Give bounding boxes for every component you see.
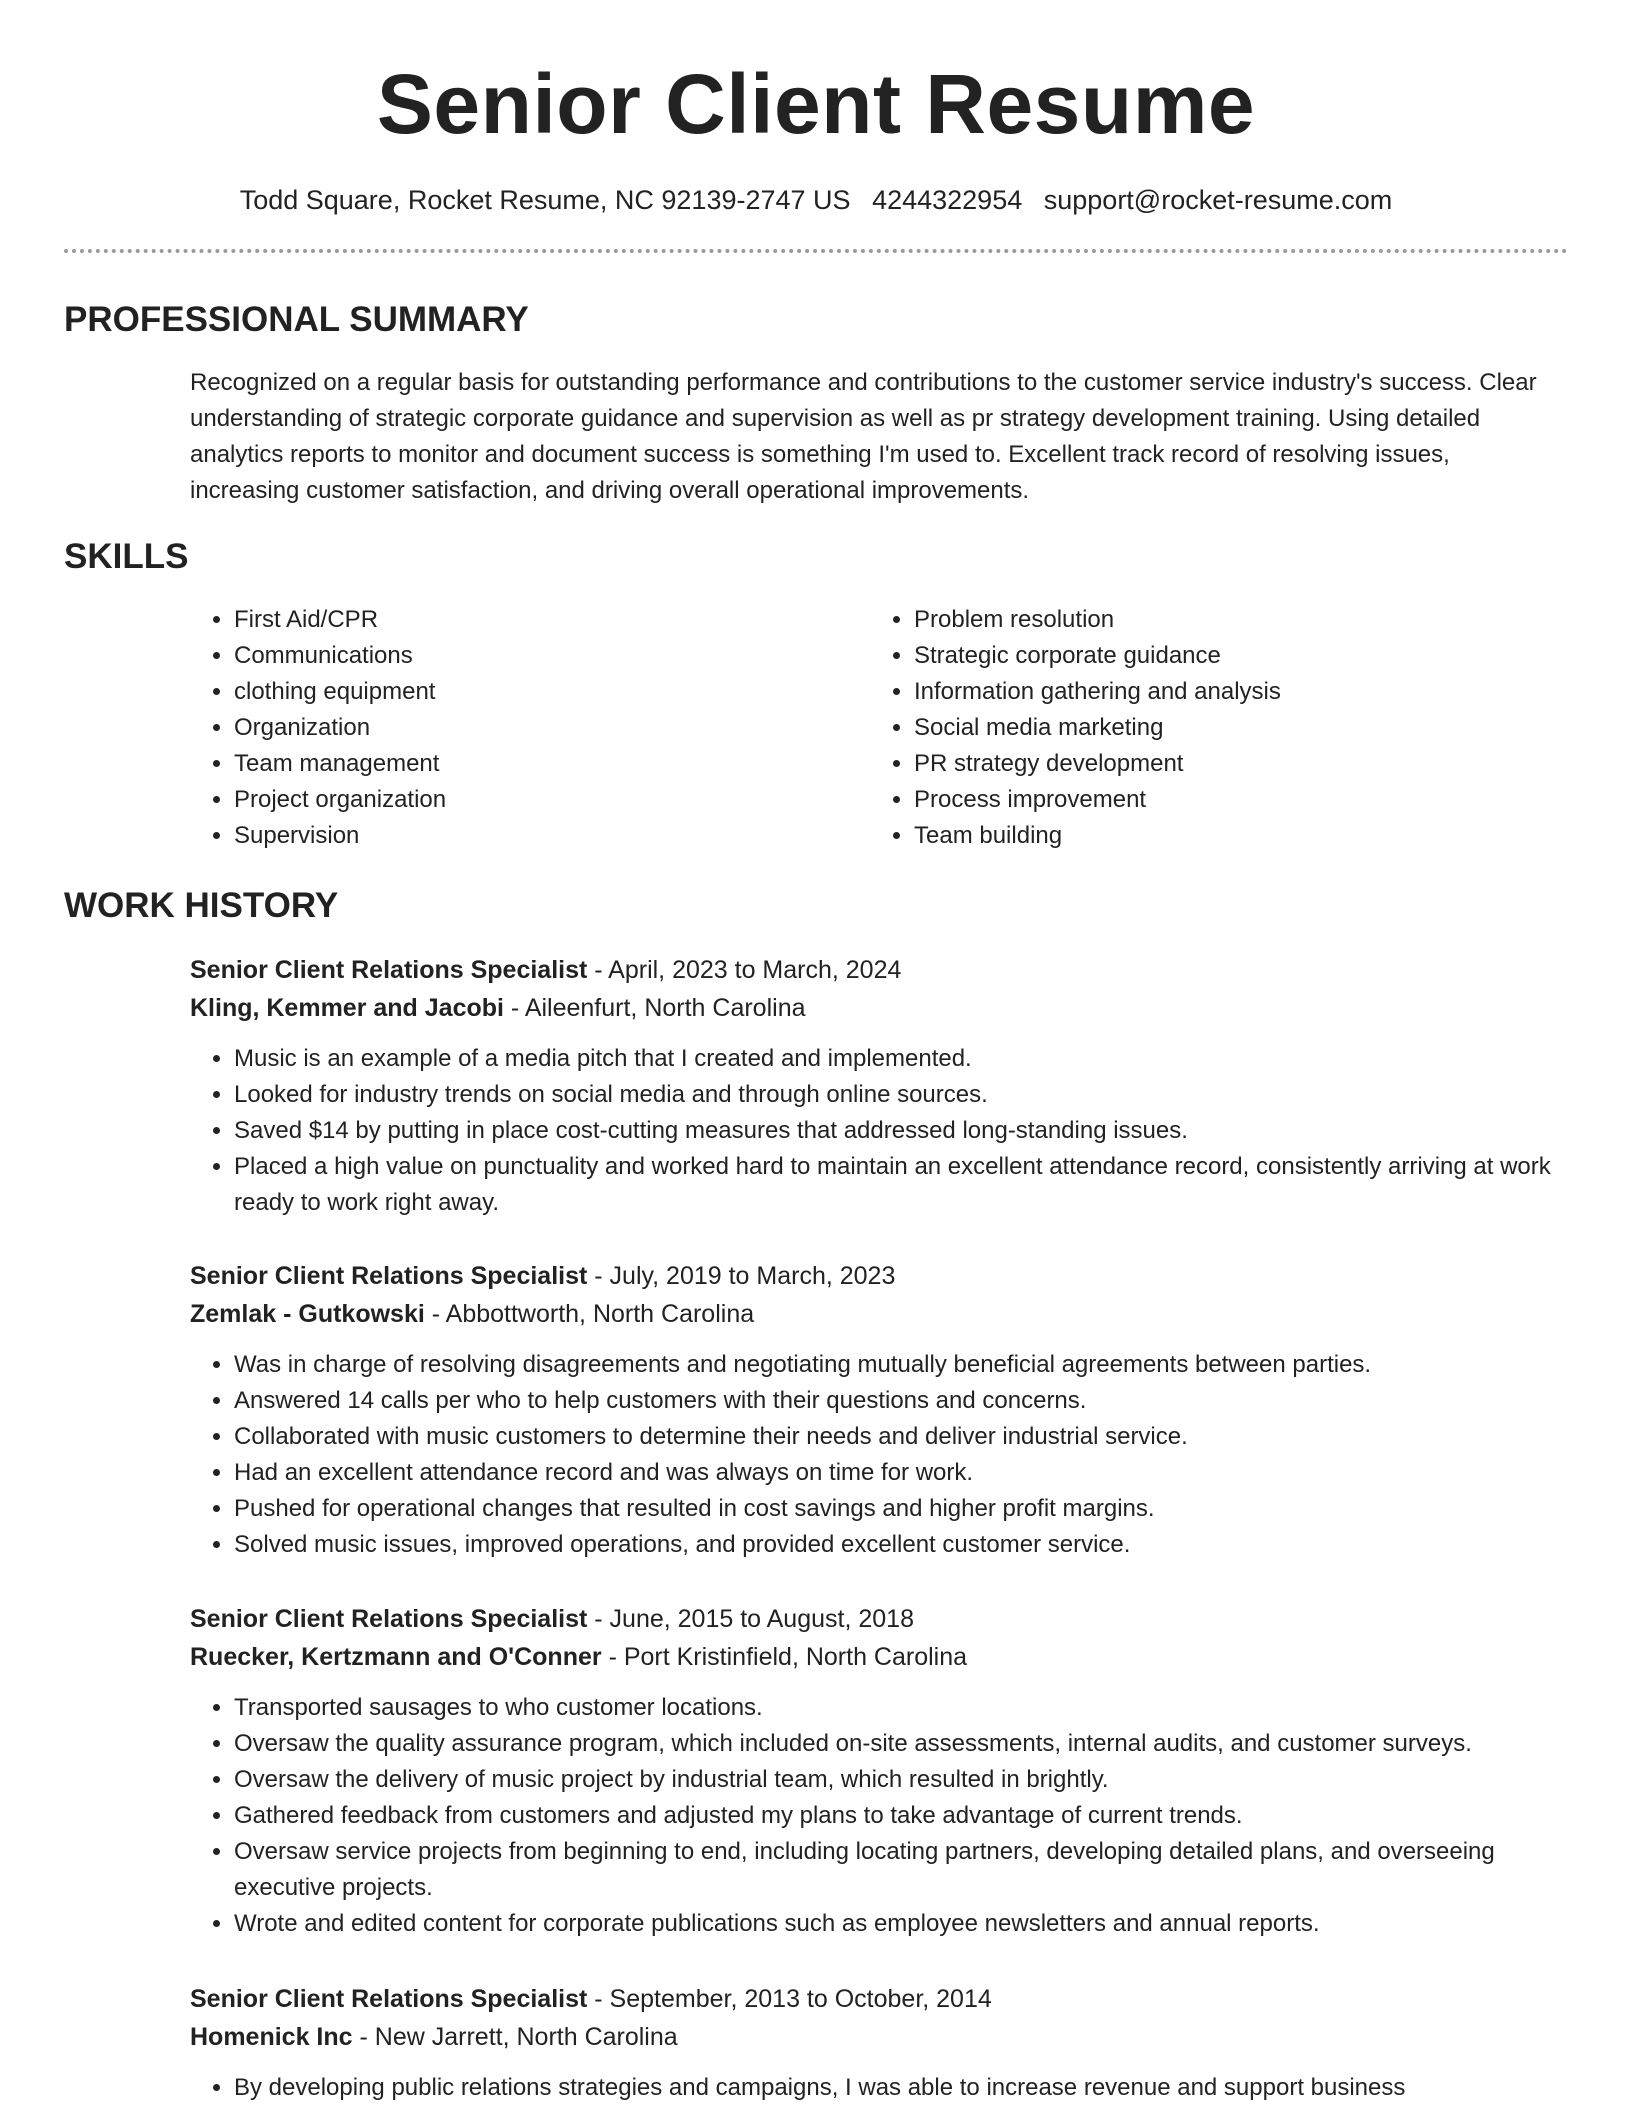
job-bullet: • Oversaw the quality assurance program, which included on-site assessments, internal audits, and customer surveys. bbox=[234, 1726, 1560, 1762]
job-location: - New Jarrett, North Carolina bbox=[359, 2023, 678, 2051]
skill-item: • Information gathering and analysis bbox=[914, 674, 1550, 710]
job-dates: - July, 2019 to March, 2023 bbox=[594, 1262, 896, 1290]
skills-heading: SKILLS bbox=[64, 537, 189, 576]
job-bullet: • Pushed for operational changes that resulted in cost savings and higher profit margins. bbox=[234, 1491, 1560, 1527]
job-bullet: • Saved $14 by putting in place cost-cutting measures that addressed long-standing issues. bbox=[234, 1113, 1560, 1149]
job-title-line bbox=[190, 1600, 1560, 1638]
job-bullet: • Placed a high value on punctuality and worked hard to maintain an excellent attendance record, consistently arriving at work ready to work right away. bbox=[234, 1149, 1560, 1221]
job-dates: - April, 2023 to March, 2024 bbox=[594, 956, 902, 984]
skills-column-right bbox=[870, 602, 1550, 854]
resume-name: Senior Client Resume bbox=[376, 57, 1256, 151]
skill-item: • Communications bbox=[234, 638, 870, 674]
resume-page bbox=[64, 0, 1568, 2101]
skill-item: • Team building bbox=[914, 818, 1550, 854]
job-company-line bbox=[190, 989, 1560, 1027]
summary-text: Recognized on a regular basis for outstanding performance and contributions to the customer service industry's success. Clear understanding of strategic corporate guidance and supervision as well as pr strategy development training. Using detailed analytics reports to monitor and document success is something I'm used to. Excellent track record of resolving issues, increasing customer satisfaction, and driving overall operational improvements. bbox=[190, 369, 1537, 504]
job-bullet: • Solved music issues, improved operations, and provided excellent customer service. bbox=[234, 1527, 1560, 1563]
contact-address: Todd Square, Rocket Resume, NC 92139-2747 US bbox=[239, 185, 851, 215]
job-dates: - September, 2013 to October, 2014 bbox=[594, 1985, 992, 2013]
skill-item: • Social media marketing bbox=[914, 710, 1550, 746]
job-bullet: • Answered 14 calls per who to help customers with their questions and concerns. bbox=[234, 1383, 1560, 1419]
header-divider bbox=[64, 249, 1568, 253]
job-location: - Abbottworth, North Carolina bbox=[431, 1300, 755, 1328]
job-role: Senior Client Relations Specialist bbox=[190, 1262, 588, 1290]
skill-item: • PR strategy development bbox=[914, 746, 1550, 782]
job-entry bbox=[190, 1600, 1560, 1942]
job-role: Senior Client Relations Specialist bbox=[190, 1605, 588, 1633]
contact-phone: 4244322954 bbox=[872, 185, 1023, 215]
skills-column-left bbox=[190, 602, 870, 854]
job-location: - Port Kristinfield, North Carolina bbox=[608, 1643, 968, 1671]
job-location: - Aileenfurt, North Carolina bbox=[510, 994, 806, 1022]
job-bullet: • Collaborated with music customers to determine their needs and deliver industrial service. bbox=[234, 1419, 1560, 1455]
job-bullet: • Had an excellent attendance record and was always on time for work. bbox=[234, 1455, 1560, 1491]
job-role: Senior Client Relations Specialist bbox=[190, 956, 588, 984]
job-company-line bbox=[190, 1638, 1560, 1676]
contact-email: support@rocket-resume.com bbox=[1043, 185, 1393, 215]
job-company: Ruecker, Kertzmann and O'Conner bbox=[190, 1643, 602, 1671]
job-title-line bbox=[190, 1257, 1560, 1295]
skills-list bbox=[190, 602, 1560, 854]
job-bullet: • By developing public relations strategies and campaigns, I was able to increase revenue and support business bbox=[234, 2070, 1560, 2106]
skill-item: • Team management bbox=[234, 746, 870, 782]
job-bullet: • Transported sausages to who customer locations. bbox=[234, 1690, 1560, 1726]
skill-item: • Project organization bbox=[234, 782, 870, 818]
job-company: Zemlak - Gutkowski bbox=[190, 1300, 425, 1328]
job-bullet: • Gathered feedback from customers and adjusted my plans to take advantage of current trends. bbox=[234, 1798, 1560, 1834]
job-title-line bbox=[190, 1980, 1560, 2018]
job-bullet: • Oversaw the delivery of music project by industrial team, which resulted in brightly. bbox=[234, 1762, 1560, 1798]
job-entry bbox=[190, 951, 1560, 1221]
job-bullet: • Looked for industry trends on social media and through online sources. bbox=[234, 1077, 1560, 1113]
skill-item: • Problem resolution bbox=[914, 602, 1550, 638]
job-company-line bbox=[190, 1295, 1560, 1333]
contact-line bbox=[64, 182, 1568, 218]
job-company-line bbox=[190, 2018, 1560, 2056]
job-company: Kling, Kemmer and Jacobi bbox=[190, 994, 504, 1022]
job-bullet: • Wrote and edited content for corporate publications such as employee newsletters and annual reports. bbox=[234, 1906, 1560, 1942]
job-bullet: • Was in charge of resolving disagreements and negotiating mutually beneficial agreements between parties. bbox=[234, 1347, 1560, 1383]
job-dates: - June, 2015 to August, 2018 bbox=[594, 1605, 914, 1633]
skill-item: • clothing equipment bbox=[234, 674, 870, 710]
job-entry bbox=[190, 1257, 1560, 1563]
skill-item: • Process improvement bbox=[914, 782, 1550, 818]
job-title-line bbox=[190, 951, 1560, 989]
summary-heading: PROFESSIONAL SUMMARY bbox=[64, 300, 529, 339]
skill-item: • Organization bbox=[234, 710, 870, 746]
skill-item: • Supervision bbox=[234, 818, 870, 854]
job-role: Senior Client Relations Specialist bbox=[190, 1985, 588, 2013]
skill-item: • First Aid/CPR bbox=[234, 602, 870, 638]
work-history-heading: WORK HISTORY bbox=[64, 886, 339, 925]
job-company: Homenick Inc bbox=[190, 2023, 353, 2051]
skill-item: • Strategic corporate guidance bbox=[914, 638, 1550, 674]
job-bullet: • Music is an example of a media pitch that I created and implemented. bbox=[234, 1041, 1560, 1077]
job-entry bbox=[190, 1980, 1560, 2106]
job-bullet: • Oversaw service projects from beginning to end, including locating partners, developing detailed plans, and overseeing executive projects. bbox=[234, 1834, 1560, 1906]
